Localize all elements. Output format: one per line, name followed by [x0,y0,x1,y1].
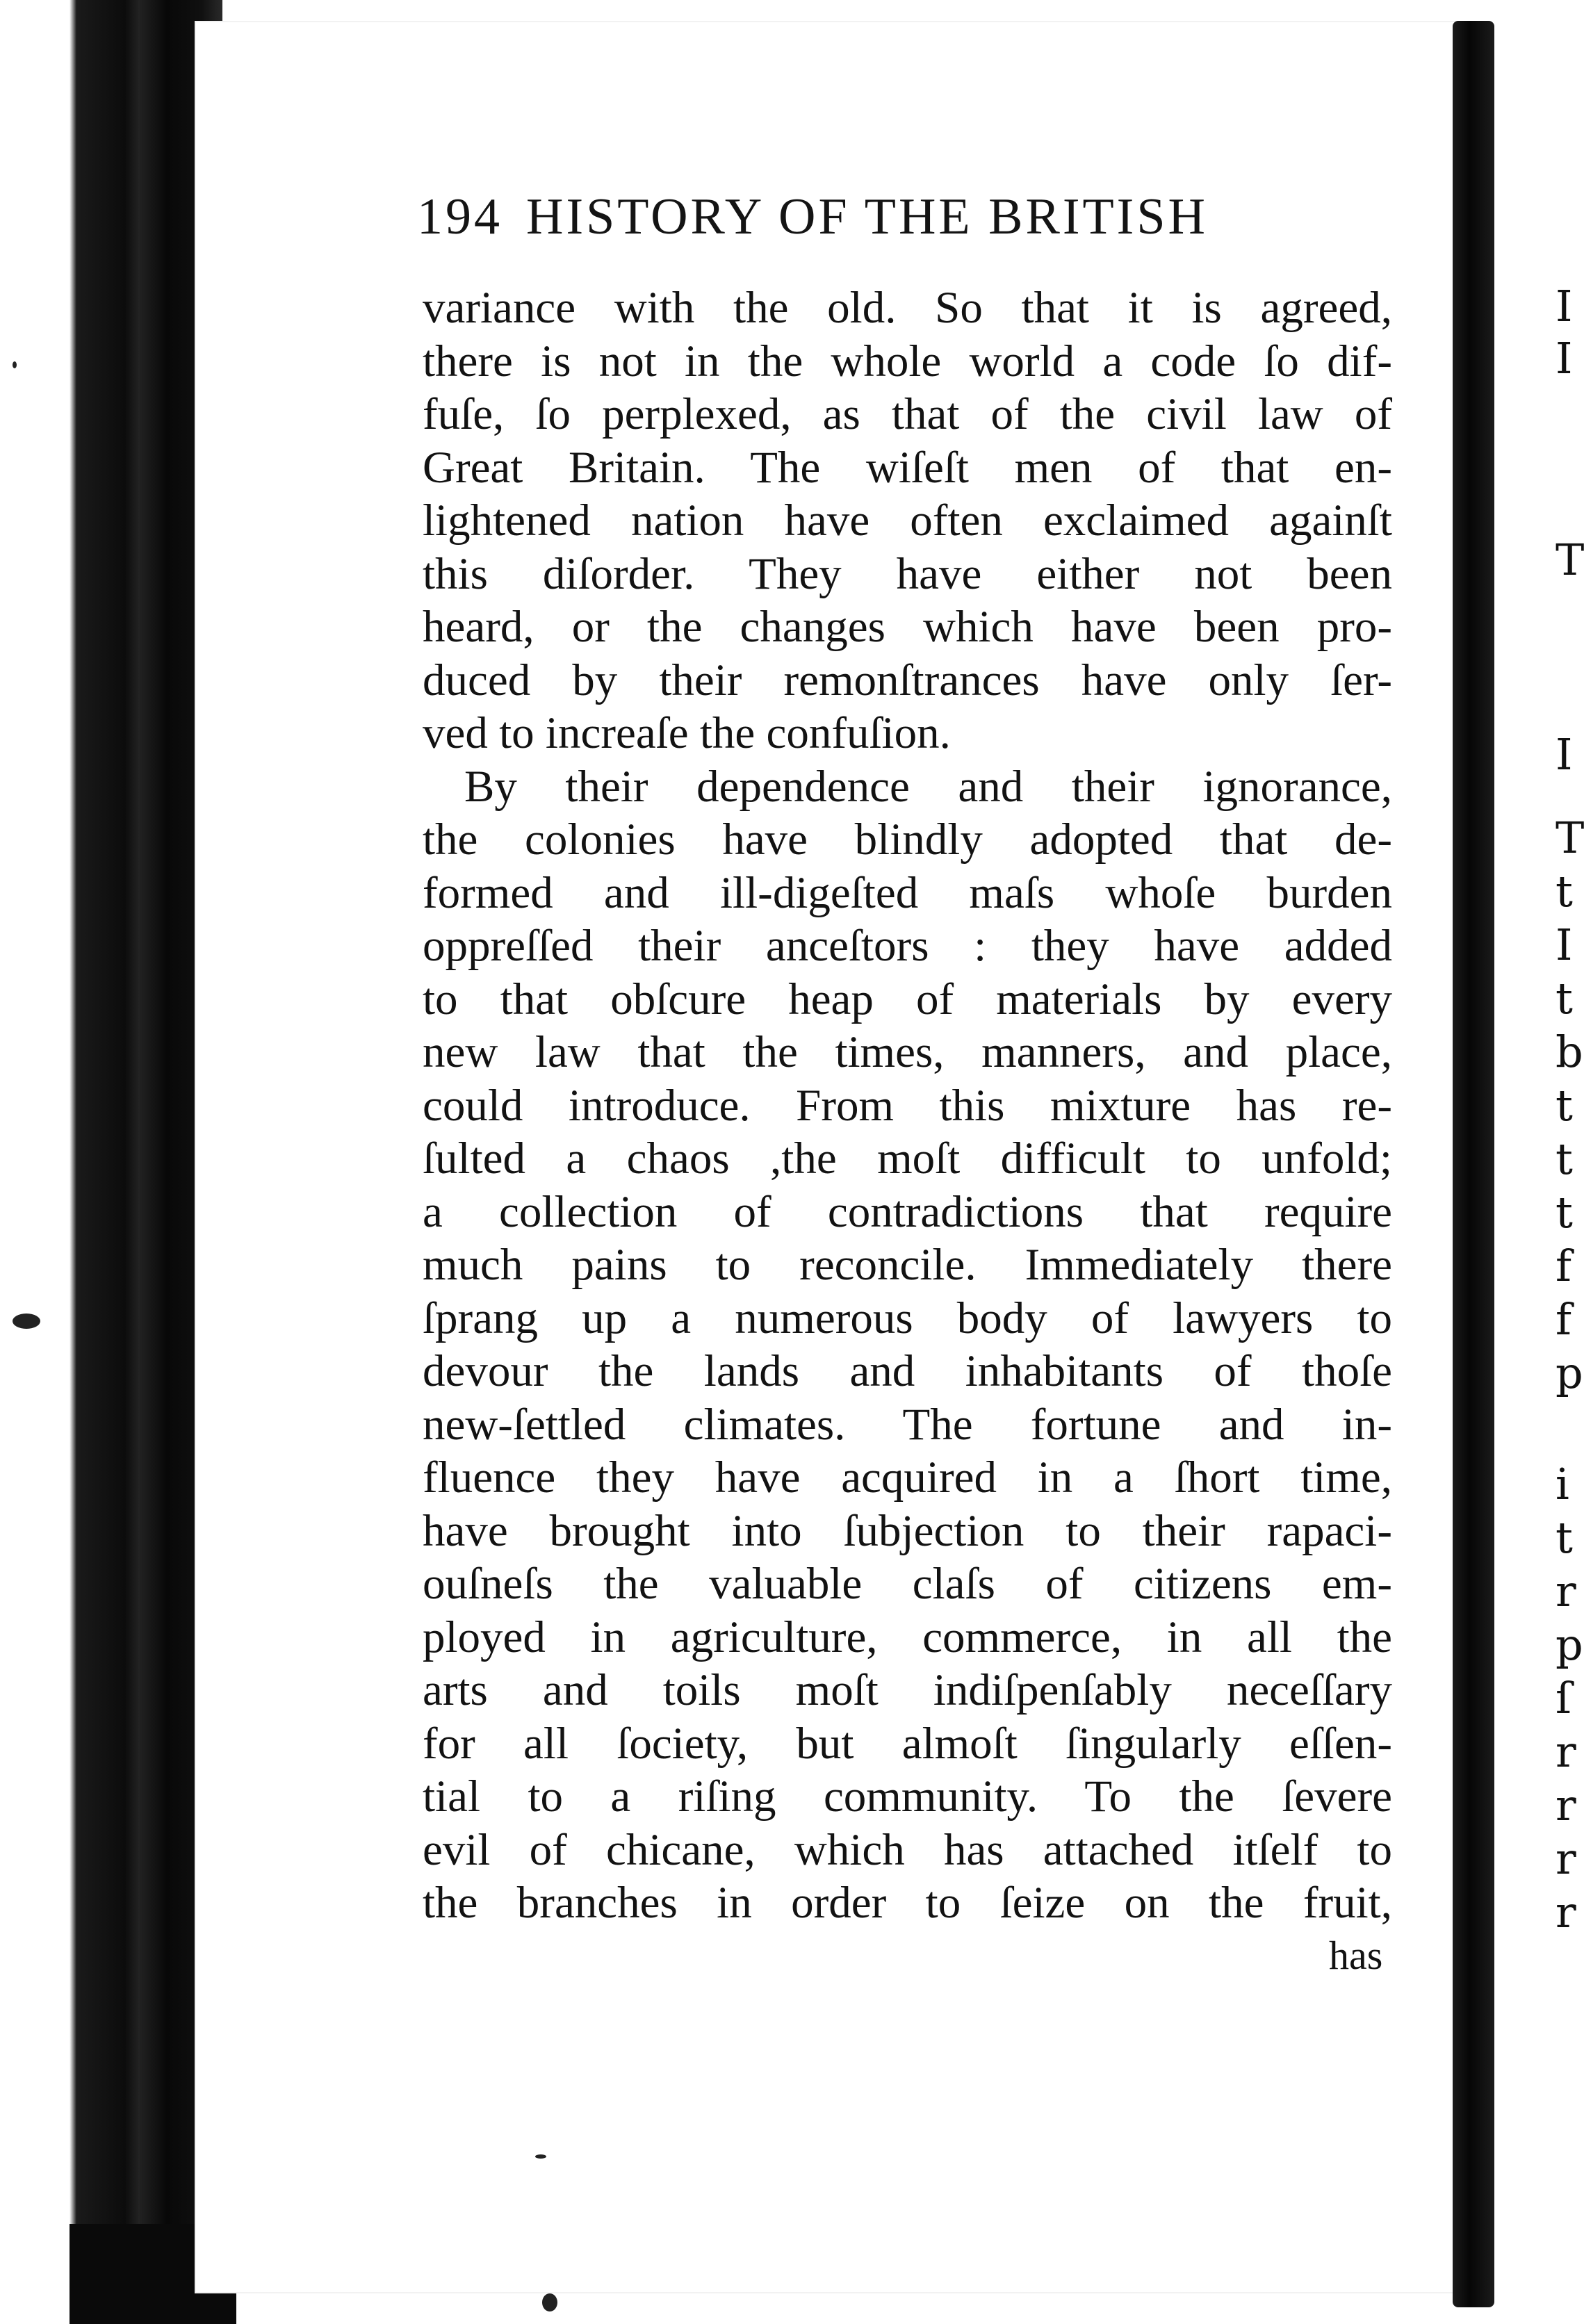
facing-page-letter: I [1556,919,1573,970]
facing-page-letter: t [1556,1134,1573,1184]
text-line: new law that the times, manners, and place, [423,1027,1392,1077]
text-line: ſulted a chaos ,the moſt difficult to unfold; [423,1134,1392,1184]
text-line: lightened nation have often exclaimed againſt [423,496,1392,546]
text-line: devour the lands and inhabitants of thoſe [423,1346,1392,1396]
page-number: 194 [417,188,503,245]
facing-page-letter: t [1556,973,1573,1024]
text-line: have brought into ſubjection to their rapaci- [423,1505,1392,1556]
facing-page-letter: I [1556,333,1573,384]
scan-speck [535,2154,546,2159]
text-line: a collection of contradictions that require [423,1186,1392,1237]
text-line: there is not in the whole world a code ſo dif- [423,336,1392,386]
facing-page-letter: r [1556,1887,1576,1938]
facing-page-letter: f [1556,1294,1571,1345]
facing-page-letter: r [1556,1566,1576,1617]
facing-page-letter: I [1556,729,1573,780]
text-line: evil of chicane, which has attached itſelf to [423,1824,1392,1875]
facing-page-letter: p [1556,1619,1583,1670]
facing-page-letter: t [1556,866,1573,917]
text-line: heard, or the changes which have been pro- [423,602,1392,652]
book-spine-left [0,0,222,2324]
text-line: could introduce. From this mixture has re- [423,1080,1392,1131]
text-line: Great Britain. The wiſeſt men of that en- [423,442,1392,493]
text-line: ployed in agriculture, commerce, in all the [423,1612,1392,1662]
text-line: tial to a riſing community. To the ſevere [423,1771,1392,1822]
facing-page-letter: T [1556,534,1584,585]
text-line: fluence they have acquired in a ſhort time, [423,1452,1392,1503]
text-line: for all ſociety, but almoſt ſingularly eſſen- [423,1718,1392,1769]
text-line: to that obſcure heap of materials by every [423,974,1392,1024]
text-line: duced by their remonſtrances have only ſer- [423,655,1392,705]
facing-page-letter: r [1556,1833,1576,1884]
facing-page-letter: p [1556,1348,1583,1398]
scan-speck [13,361,17,368]
text-line: the branches in order to ſeize on the fruit, [423,1878,1392,1928]
running-title: HISTORY OF THE BRITISH [526,188,1208,245]
facing-page-letter: r [1556,1726,1576,1777]
facing-page-letter: ſ [1556,1673,1571,1724]
catchword: has [1329,1933,1383,1978]
text-line: variance with the old. So that it is agreed, [423,283,1392,333]
text-line: arts and toils moſt indiſpenſably neceſſary [423,1665,1392,1715]
facing-page-letter: b [1556,1026,1583,1077]
text-line: ſprang up a numerous body of lawyers to [423,1293,1392,1343]
facing-page-letter: i [1556,1459,1569,1509]
facing-page-letter: I [1556,281,1573,332]
text-line: fuſe, ſo perplexed, as that of the civil law of [423,389,1392,439]
running-header [417,188,1208,247]
facing-page-letter: t [1556,1512,1573,1563]
text-line: formed and ill-digeſted maſs whoſe burden [423,867,1392,918]
facing-page-letter: T [1556,812,1584,863]
scan-speck [542,2293,557,2311]
facing-page-letter: f [1556,1241,1571,1291]
text-line: this diſorder. They have either not been [423,548,1392,599]
body-text [423,281,1392,1930]
text-line: ouſneſs the valuable claſs of citizens em- [423,1559,1392,1609]
text-line: oppreſſed their anceſtors : they have added [423,921,1392,971]
text-line: new-ſettled climates. The fortune and in- [423,1399,1392,1450]
text-line: the colonies have blindly adopted that de- [423,815,1392,865]
facing-page-letter: t [1556,1187,1573,1238]
facing-page-edge [1494,21,1584,2307]
text-line: By their dependence and their ignorance, [464,761,1392,812]
book-gutter-right [1453,21,1494,2307]
text-line: much pains to reconcile. Immediately there [423,1240,1392,1290]
facing-page-letter: t [1556,1080,1573,1131]
facing-page-letter: r [1556,1780,1576,1831]
scan-speck [13,1314,40,1329]
text-line: ved to increaſe the confuſion. [423,708,951,758]
